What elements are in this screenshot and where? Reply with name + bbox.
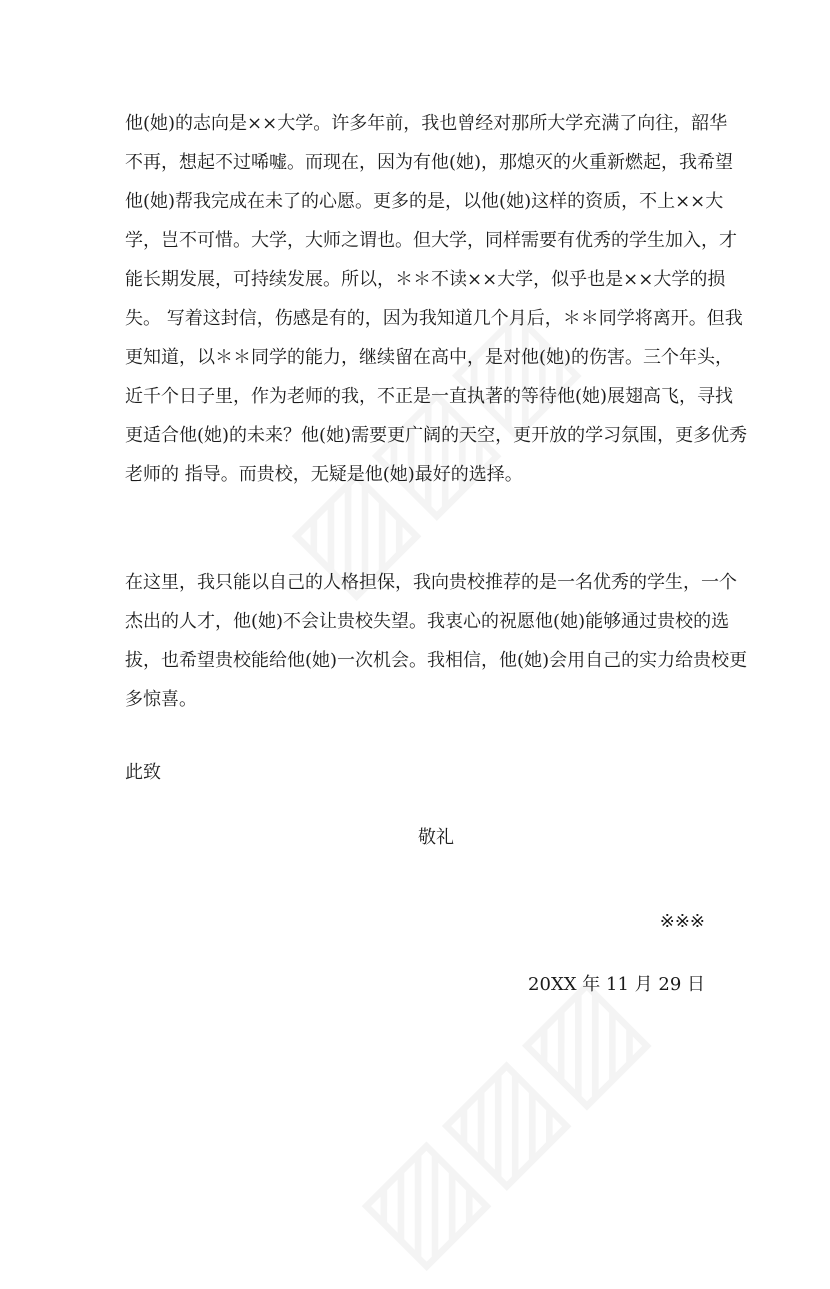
paragraph-line: 他(她)的志向是××大学。许多年前，我也曾经对那所大学充满了向往，韶华	[125, 113, 728, 134]
body-paragraph-2	[125, 563, 748, 719]
paragraph-line: 在这里，我只能以自己的人格担保，我向贵校推荐的是一名优秀的学生，一个	[125, 572, 737, 593]
paragraph-line: 学，岂不可惜。大学，大师之谓也。但大学，同样需要有优秀的学生加入，才	[125, 230, 737, 251]
paragraph-line: 能长期发展，可持续发展。所以，＊＊不读××大学，似乎也是××大学的损	[125, 269, 726, 290]
closing-phrase: 此致	[125, 762, 161, 783]
body-paragraph-1	[125, 104, 748, 494]
watermark-logo	[331, 950, 670, 1289]
salutation: 敬礼	[418, 827, 454, 848]
paragraph-line: 拔，也希望贵校能给他(她)一次机会。我相信，他(她)会用自己的实力给贵校更	[125, 650, 748, 671]
paragraph-line: 老师的 指导。而贵校，无疑是他(她)最好的选择。	[125, 464, 523, 485]
paragraph-line: 他(她)帮我完成在未了的心愿。更多的是，以他(她)这样的资质，不上××大	[125, 191, 724, 212]
paragraph-line: 更适合他(她)的未来？他(她)需要更广阔的天空，更开放的学习氛围，更多优秀	[125, 425, 748, 446]
paragraph-line: 更知道，以＊＊同学的能力，继续留在高中，是对他(她)的伤害。三个年头，	[125, 347, 734, 368]
paragraph-line: 不再，想起不过唏嘘。而现在，因为有他(她)，那熄灭的火重新燃起，我希望	[125, 152, 734, 173]
signature: ※※※	[659, 911, 705, 932]
paragraph-line: 杰出的人才，他(她)不会让贵校失望。我衷心的祝愿他(她)能够通过贵校的选	[125, 611, 730, 632]
paragraph-line: 多惊喜。	[125, 689, 197, 710]
paragraph-line: 近千个日子里，作为老师的我，不正是一直执著的等待他(她)展翅高飞，寻找	[125, 386, 734, 407]
letter-date: 20XX 年 11 月 29 日	[528, 974, 705, 995]
paragraph-line: 失。 写着这封信，伤感是有的，因为我知道几个月后，＊＊同学将离开。但我	[125, 308, 743, 329]
